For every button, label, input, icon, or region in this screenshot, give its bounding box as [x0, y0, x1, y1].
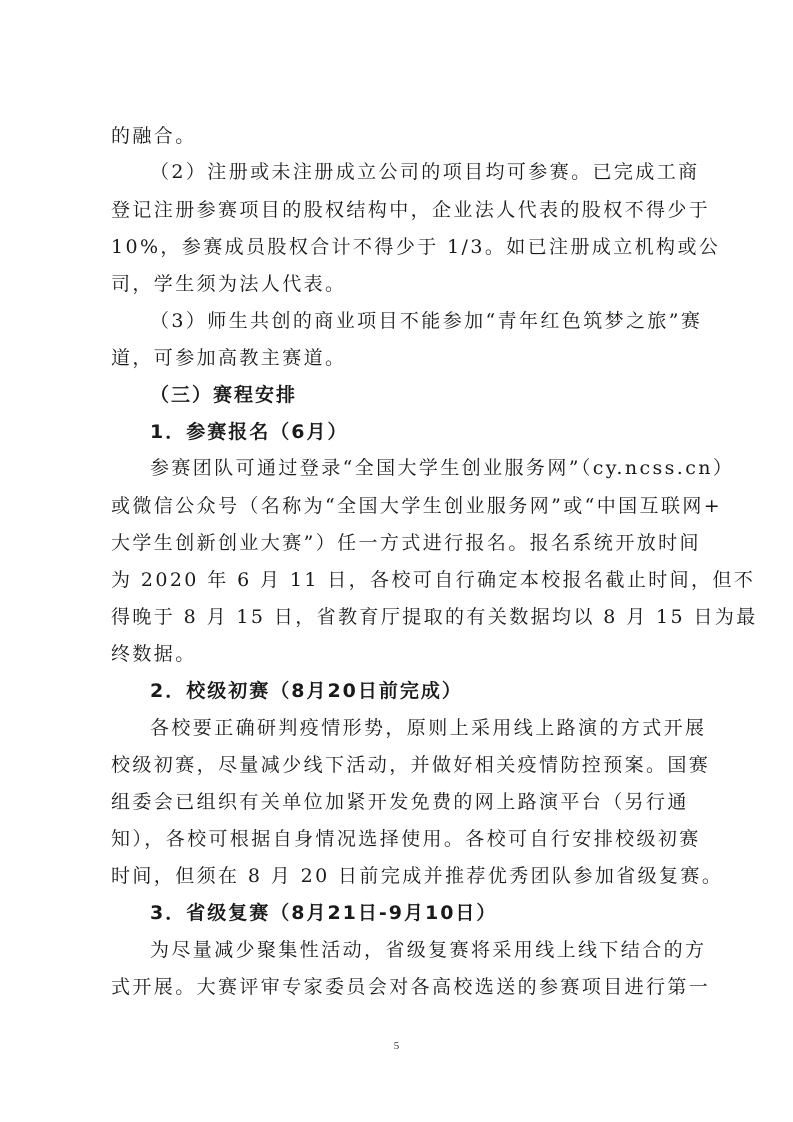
- paragraph-text-line: 得晚于 8 月 15 日，省教育厅提取的有关数据均以 8 月 15 日为最: [111, 606, 758, 628]
- paragraph-school-preliminary: 各校要正确研判疫情形势，原则上采用线上路演的方式开展: [150, 717, 707, 739]
- paragraph-text-line: 登记注册参赛项目的股权结构中，企业法人代表的股权不得少于: [111, 199, 711, 221]
- subsection-heading-school-preliminary: 2．校级初赛（8月20日前完成）: [150, 680, 463, 702]
- paragraph-text-line: 道，可参加高教主赛道。: [111, 347, 347, 369]
- paragraph-text-line: 终数据。: [111, 643, 197, 665]
- paragraph-text-line: 10%，参赛成员股权合计不得少于 1/3。如已注册成立机构或公: [111, 236, 721, 258]
- subsection-heading-registration: 1．参赛报名（6月）: [150, 421, 349, 443]
- paragraph-text-line: 知），各校可根据自身情况选择使用。各校可自行安排校级初赛: [111, 828, 701, 850]
- paragraph-text-line: 或微信公众号（名称为“全国大学生创业服务网”或“中国互联网+: [111, 495, 723, 517]
- paragraph-item-3: （3）师生共创的商业项目不能参加“青年红色筑梦之旅”赛: [150, 310, 703, 332]
- paragraph-text-line: 时间，但须在 8 月 20 日前完成并推荐优秀团队参加省级复赛。: [111, 865, 724, 887]
- paragraph-text-line: 式开展。大赛评审专家委员会对各高校选送的参赛项目进行第一: [111, 976, 711, 998]
- paragraph-text-line: 组委会已组织有关单位加紧开发免费的网上路演平台（另行通: [111, 791, 689, 813]
- paragraph-continuation: 的融合。: [111, 125, 197, 147]
- page-number: 5: [393, 1040, 400, 1052]
- paragraph-text-line: 司，学生须为法人代表。: [111, 273, 347, 295]
- paragraph-text-line: 校级初赛，尽量减少线下活动，并做好相关疫情防控预案。国赛: [111, 754, 711, 776]
- paragraph-provincial-semifinal: 为尽量减少聚集性活动，省级复赛将采用线上线下结合的方: [150, 939, 707, 961]
- paragraph-item-2: （2）注册或未注册成立公司的项目均可参赛。已完成工商: [150, 161, 700, 183]
- subsection-heading-provincial-semifinal: 3．省级复赛（8月21日-9月10日）: [150, 902, 498, 924]
- paragraph-registration: 参赛团队可通过登录“全国大学生创业服务网”（cy.ncss.cn）: [150, 457, 735, 479]
- paragraph-text-line: 为 2020 年 6 月 11 日，各校可自行确定本校报名截止时间，但不: [111, 569, 756, 591]
- section-heading-schedule: （三）赛程安排: [150, 384, 298, 406]
- paragraph-text-line: 大学生创新创业大赛”）任一方式进行报名。报名系统开放时间: [111, 532, 701, 554]
